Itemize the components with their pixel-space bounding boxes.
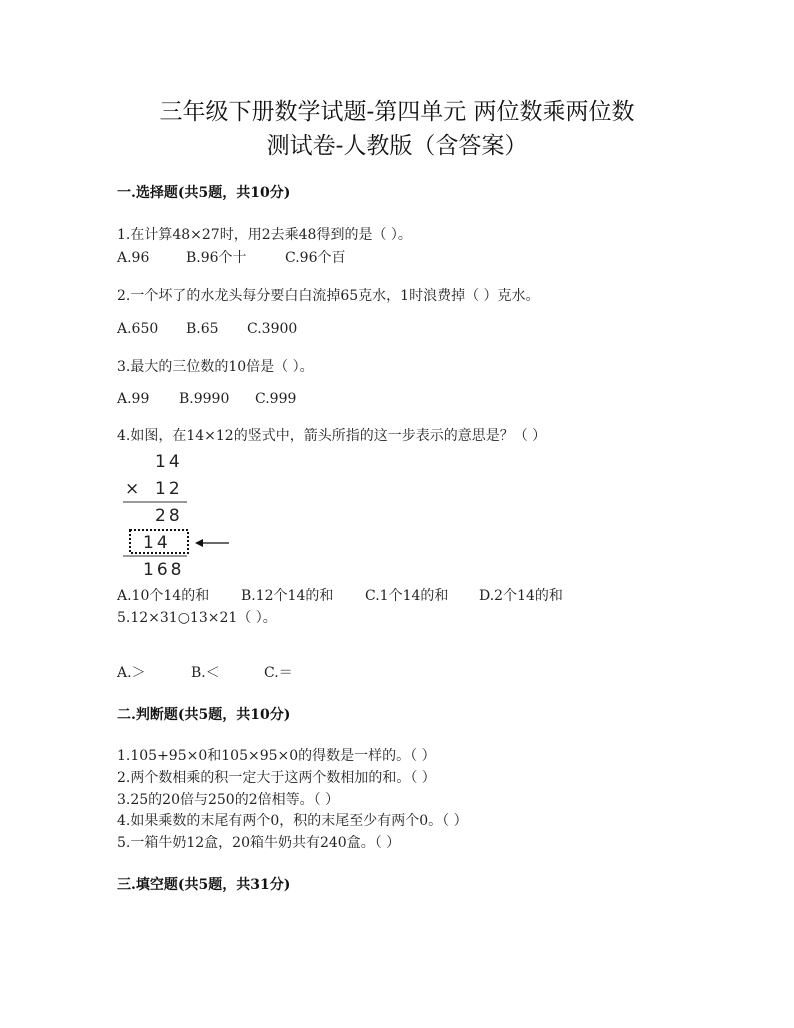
judge-question-2: 2.两个数相乘的积一定大于这两个数相加的和。（ ） (117, 770, 436, 786)
option-a: A.650 (117, 321, 159, 337)
judge-question-5: 5.一箱牛奶12盒，20箱牛奶共有240盒。（ ） (117, 835, 401, 851)
document-title-line-2: 测试卷-人教版（含答案） (266, 133, 528, 159)
document-title-line-1: 三年级下册数学试题-第四单元 两位数乘两位数 (159, 99, 635, 125)
choice-question-3: 3.最大的三位数的10倍是（ ）。 (117, 359, 314, 375)
choice-question-5-options (117, 662, 293, 682)
section-heading-choice: 一.选择题(共5题，共10分) (117, 185, 291, 201)
option-b: B.12个14的和 (241, 588, 334, 604)
partial-product-1: 28 (155, 506, 183, 526)
option-a: A.10个14的和 (117, 588, 210, 604)
multiplicand: 14 (155, 452, 183, 472)
judge-question-1: 1.105+95×0和105×95×0的得数是一样的。（ ） (117, 748, 436, 764)
choice-question-1-options (117, 247, 345, 267)
choice-question-4-options (117, 585, 563, 605)
option-a: A.＞ (117, 665, 146, 681)
section-heading-fill: 三.填空题(共5题，共31分) (117, 877, 291, 893)
judge-question-3: 3.25的20倍与250的2倍相等。（ ） (117, 792, 340, 808)
option-b: B.65 (186, 321, 219, 337)
partial-product-2: 14 (143, 533, 171, 553)
option-c: C.3900 (247, 321, 298, 337)
option-c: C.96个百 (285, 250, 346, 266)
figure-lines (117, 452, 247, 582)
option-d: D.2个14的和 (479, 588, 563, 604)
product: 168 (143, 560, 185, 580)
choice-question-2-options (117, 321, 297, 337)
section-heading-judge: 二.判断题(共5题，共10分) (117, 707, 291, 723)
choice-question-3-options (117, 391, 296, 407)
choice-question-5: 5.12×31○13×21（ ）。 (117, 610, 277, 626)
choice-question-1: 1.在计算48×27时，用2去乘48得到的是（ ）。 (117, 227, 412, 243)
times-sign: × (125, 479, 140, 499)
option-a: A.99 (117, 391, 150, 407)
option-b: B.96个十 (186, 250, 247, 266)
judge-question-4: 4.如果乘数的末尾有两个0，积的末尾至少有两个0。（ ） (117, 813, 468, 829)
option-c: C.＝ (264, 665, 293, 681)
option-c: C.1个14的和 (365, 588, 449, 604)
vertical-multiplication-figure (117, 452, 247, 582)
option-b: B.9990 (179, 391, 230, 407)
option-b: B.＜ (191, 665, 220, 681)
arrow-icon (195, 539, 229, 547)
option-c: C.999 (255, 391, 297, 407)
choice-question-4: 4.如图，在14×12的竖式中，箭头所指的这一步表示的意思是？（ ） (117, 428, 547, 444)
multiplier: 12 (155, 479, 183, 499)
choice-question-2: 2.一个坏了的水龙头每分要白白流掉65克水，1时浪费掉（ ）克水。 (117, 288, 540, 304)
highlight-box (130, 530, 188, 553)
option-a: A.96 (117, 250, 150, 266)
